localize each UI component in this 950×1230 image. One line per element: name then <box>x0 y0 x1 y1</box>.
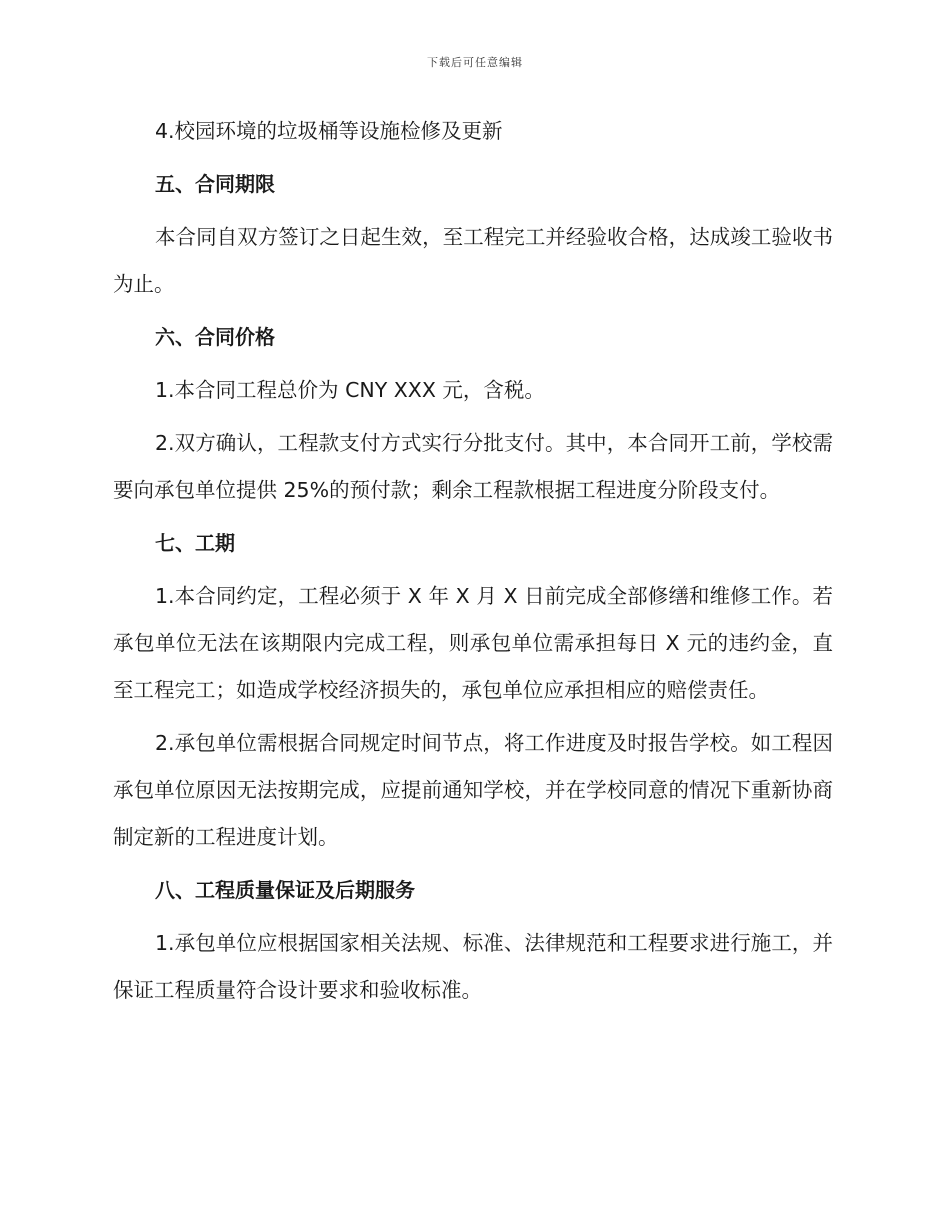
document-body <box>113 108 833 1014</box>
paragraph: 本合同自双方签订之日起生效，至工程完工并经验收合格，达成竣工验收书为止。 <box>113 225 833 296</box>
section-heading: 六、合同价格 <box>155 325 275 349</box>
section-heading: 七、工期 <box>155 531 235 555</box>
paragraph: 1.承包单位应根据国家相关法规、标准、法律规范和工程要求进行施工，并保证工程质量符合设计要求和验收标准。 <box>113 931 833 1002</box>
list-item: 4.校园环境的垃圾桶等设施检修及更新 <box>155 119 503 143</box>
paragraph: 1.本合同工程总价为 CNY XXX 元，含税。 <box>155 378 545 402</box>
page-header: 下载后可任意编辑 <box>427 56 523 69</box>
paragraph: 2.承包单位需根据合同规定时间节点，将工作进度及时报告学校。如工程因承包单位原因无法按期完成，应提前通知学校，并在学校同意的情况下重新协商制定新的工程进度计划。 <box>113 731 833 849</box>
section-heading: 五、合同期限 <box>155 172 275 196</box>
section-heading: 八、工程质量保证及后期服务 <box>155 878 415 902</box>
paragraph: 1.本合同约定，工程必须于 X 年 X 月 X 日前完成全部修缮和维修工作。若承包单位无法在该期限内完成工程，则承包单位需承担每日 X 元的违约金，直至工程完工；如造成学校经济损失的，承包单位应承担相应的赔偿责任。 <box>113 584 833 702</box>
paragraph: 2.双方确认，工程款支付方式实行分批支付。其中，本合同开工前，学校需要向承包单位提供 25%的预付款；剩余工程款根据工程进度分阶段支付。 <box>113 431 833 502</box>
